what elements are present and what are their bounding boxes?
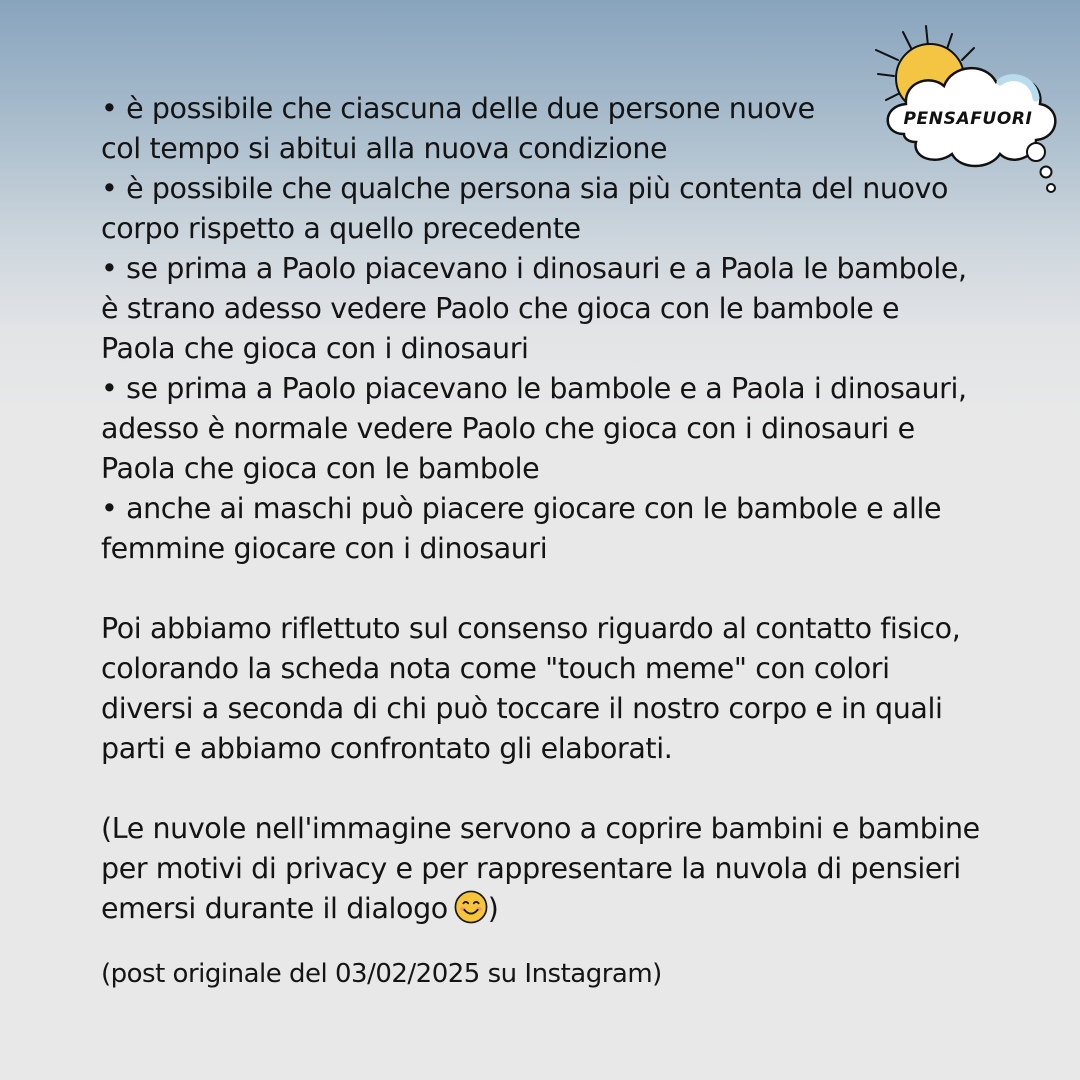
thought-bubble-small [1047,184,1055,192]
paragraph-gap [101,769,1001,809]
text-line: • anche ai maschi può piacere giocare con le bambole e alle [101,492,942,525]
privacy-paragraph [101,809,1001,929]
text-line: • se prima a Paolo piacevano le bambole e a Paola i dinosauri, [101,372,967,405]
text-line-with-emoji [101,889,1001,929]
text-line: col tempo si abitui alla nuova condizione [101,132,668,165]
consent-paragraph [101,609,1001,769]
thought-bubble-large [1027,143,1045,161]
text-line: corpo rispetto a quello precedente [101,212,581,245]
text-line: • è possibile che qualche persona sia più contenta del nuovo [101,172,949,205]
text-line: parti e abbiamo confrontato gli elaborati. [101,732,673,765]
text-line: Poi abbiamo riflettuto sul consenso riguardo al contatto fisico, [101,612,961,645]
smiling-face-emoji [454,890,488,924]
text-line: per motivi di privacy e per rappresentare la nuvola di pensieri [101,852,961,885]
text-line: colorando la scheda nota come "touch meme" con colori [101,652,890,685]
original-post-note: (post originale del 03/02/2025 su Instagram) [101,959,662,989]
text-line: Paola che gioca con le bambole [101,452,540,485]
thought-bubble-medium [1041,167,1052,178]
text-line: è strano adesso vedere Paolo che gioca con le bambole e [101,292,900,325]
text-line: diversi a seconda di chi può toccare il nostro corpo e in quali [101,692,943,725]
text-segment: emersi durante il dialogo [101,892,448,925]
text-line: (Le nuvole nell'immagine servono a coprire bambini e bambine [101,812,980,845]
closing-parenthesis: ) [487,892,499,925]
paragraph-gap [101,929,1001,954]
text-line: adesso è normale vedere Paolo che gioca con i dinosauri e [101,412,915,445]
logo-text: PENSAFUORI [903,109,1033,129]
text-line: femmine giocare con i dinosauri [101,532,548,565]
paragraph-gap [101,569,1001,609]
text-line: • se prima a Paolo piacevano i dinosauri e a Paola le bambole, [101,252,967,285]
text-line: • è possibile che ciascuna delle due persone nuove [101,92,815,125]
text-line: Paola che gioca con i dinosauri [101,332,529,365]
post-text [101,89,1001,994]
bullet-list [101,89,1001,569]
